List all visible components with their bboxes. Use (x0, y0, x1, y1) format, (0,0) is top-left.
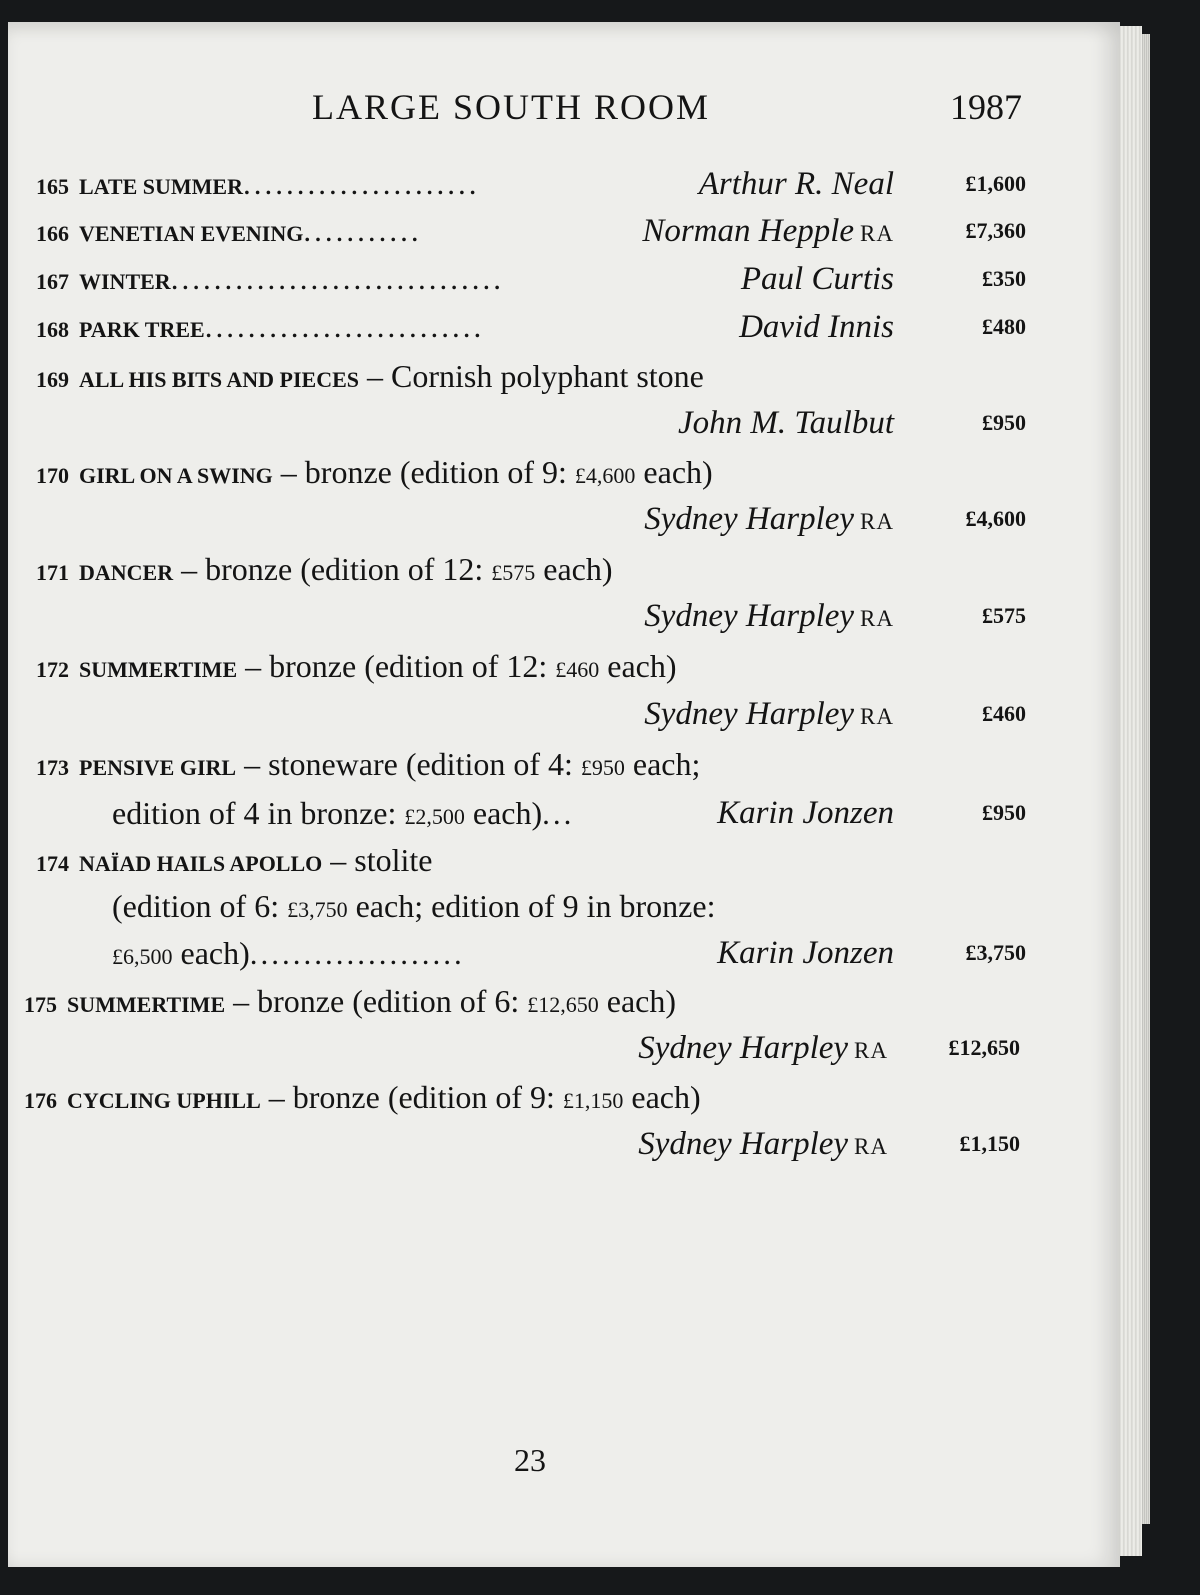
entry-price: £950 (982, 800, 1026, 825)
edition-price: £4,600 (574, 463, 636, 488)
catalogue-entry-172-attribution (36, 690, 1026, 738)
entry-price: £4,600 (965, 506, 1026, 531)
entry-number: 176 (24, 1088, 57, 1113)
entry-title: PENSIVE GIRL (79, 755, 237, 780)
entry-medium: – bronze (edition of 12: (173, 551, 492, 587)
entry-number: 168 (36, 317, 69, 342)
artist-name: Karin Jonzen (717, 935, 894, 971)
catalogue-entry-168 (36, 303, 1026, 351)
entry-price: £7,360 (965, 218, 1026, 243)
catalogue-year: 1987 (950, 87, 1022, 127)
ra-suffix: RA (860, 509, 894, 534)
entry-title: DANCER (79, 560, 174, 585)
leader-dots: ........... (303, 213, 422, 248)
entry-title: ALL HIS BITS AND PIECES (79, 367, 359, 392)
ra-suffix: RA (854, 1038, 888, 1063)
ra-suffix: RA (860, 221, 894, 246)
entry-number: 175 (24, 992, 57, 1017)
entry-number: 174 (36, 851, 69, 876)
catalogue-entry-171 (36, 545, 1026, 593)
edition-price: £3,750 (287, 897, 348, 922)
catalogue-entry-174 (36, 836, 1026, 884)
catalogue-entry-167 (36, 255, 1026, 303)
entry-medium: – bronze (edition of 9: (272, 454, 575, 490)
artist-name: Sydney Harpley (638, 1126, 849, 1162)
entry-medium: – bronze (edition of 6: (225, 983, 528, 1019)
artist-name: Arthur R. Neal (698, 166, 894, 202)
entry-number: 172 (36, 657, 69, 682)
entry-medium: – Cornish polyphant stone (359, 358, 704, 394)
edition-price: £12,650 (527, 992, 599, 1017)
entry-medium-end: each) (464, 795, 543, 831)
edition-price-bronze: £6,500 (112, 944, 173, 969)
entry-number: 173 (36, 755, 69, 780)
entry-medium-end: each) (598, 983, 677, 1019)
entry-price: £12,650 (948, 1035, 1020, 1060)
entry-price: £950 (982, 410, 1026, 435)
artist-name: Sydney Harpley (644, 501, 855, 537)
entry-medium-continued: (edition of 6: (112, 888, 288, 924)
ra-suffix: RA (860, 704, 894, 729)
entry-medium-end: each) (535, 551, 613, 587)
entry-price: £350 (982, 266, 1026, 291)
entry-title: LATE SUMMER (79, 174, 243, 199)
catalogue-entry-169 (36, 352, 1026, 400)
artist-name: Karin Jonzen (717, 795, 894, 831)
entry-medium-end: each) (623, 1079, 701, 1115)
page-edges (1120, 26, 1142, 1556)
catalogue-entry-172 (36, 642, 1026, 690)
leader-dots: .................... (249, 936, 465, 971)
entry-price: £460 (982, 701, 1026, 726)
entry-title: WINTER (79, 269, 171, 294)
entry-medium-end: each) (635, 454, 713, 490)
entry-title: VENETIAN EVENING (79, 221, 304, 246)
entry-medium-end: each) (599, 648, 677, 684)
edition-price: £950 (580, 755, 625, 780)
artist-name: David Innis (739, 309, 894, 345)
entry-price: £1,600 (965, 171, 1026, 196)
edition-price: £575 (491, 560, 536, 585)
entry-number: 169 (36, 367, 69, 392)
entry-price: £575 (982, 603, 1026, 628)
entry-number: 171 (36, 560, 69, 585)
catalogue-entry-173-continuation (36, 789, 1026, 837)
entry-title: PARK TREE (79, 317, 205, 342)
page-number: 23 (514, 1442, 546, 1478)
entry-number: 166 (36, 221, 69, 246)
catalogue-entry-176-attribution (30, 1120, 1020, 1168)
leader-dots: ...................... (243, 166, 480, 201)
entry-medium: – bronze (edition of 12: (237, 648, 556, 684)
page-header (0, 82, 1200, 132)
entry-medium: – stoneware (edition of 4: (236, 746, 581, 782)
page-edges-shadow (1142, 34, 1150, 1524)
entry-medium: – stolite (322, 842, 433, 878)
catalogue-entry-165 (36, 160, 1026, 208)
artist-name: Norman Hepple (642, 213, 855, 249)
artist-name: John M. Taulbut (677, 405, 894, 441)
catalogue-entry-174-continuation-2 (36, 929, 1026, 977)
entry-price: £480 (982, 314, 1026, 339)
catalogue-entry-175-attribution (30, 1024, 1020, 1072)
entry-medium-continued: each; edition of 9 in bronze: (347, 888, 716, 924)
artist-name: Sydney Harpley (644, 696, 855, 732)
room-title: LARGE SOUTH ROOM (312, 87, 711, 127)
entry-number: 165 (36, 174, 69, 199)
entry-title: SUMMERTIME (67, 992, 226, 1017)
leader-dots: ............................... (170, 261, 504, 296)
entry-title: GIRL ON A SWING (79, 463, 273, 488)
leader-dots: .......................... (204, 309, 485, 344)
catalogue-entry-175 (24, 977, 1014, 1025)
catalogue-entry-170-attribution (36, 495, 1026, 543)
entry-title: NAÏAD HAILS APOLLO (79, 851, 323, 876)
edition-price-bronze: £2,500 (404, 804, 465, 829)
ra-suffix: RA (860, 606, 894, 631)
artist-name: Sydney Harpley (638, 1030, 849, 1066)
entry-medium-end: each) (172, 935, 250, 971)
entry-title: SUMMERTIME (79, 657, 238, 682)
entry-number: 170 (36, 463, 69, 488)
ra-suffix: RA (854, 1134, 888, 1159)
catalogue-entry-173 (36, 740, 1026, 788)
entry-title: CYCLING UPHILL (67, 1088, 261, 1113)
entry-price: £1,150 (959, 1131, 1020, 1156)
entry-number: 167 (36, 269, 69, 294)
leader-dots: ... (542, 796, 575, 831)
catalogue-entry-166 (36, 207, 1026, 255)
entry-price: £3,750 (965, 940, 1026, 965)
artist-name: Paul Curtis (740, 261, 894, 297)
catalogue-entry-171-attribution (36, 592, 1026, 640)
entry-medium: – bronze (edition of 9: (260, 1079, 563, 1115)
entry-medium-end: each; (624, 746, 701, 782)
catalogue-entry-176 (24, 1073, 1014, 1121)
edition-price: £1,150 (562, 1088, 624, 1113)
edition-price: £460 (555, 657, 600, 682)
catalogue-entry-169-attribution (36, 399, 1026, 447)
catalogue-entry-170 (36, 448, 1026, 496)
catalogue-entry-174-continuation-1 (112, 882, 1026, 930)
artist-name: Sydney Harpley (644, 598, 855, 634)
entry-medium-continued: edition of 4 in bronze: (112, 795, 405, 831)
